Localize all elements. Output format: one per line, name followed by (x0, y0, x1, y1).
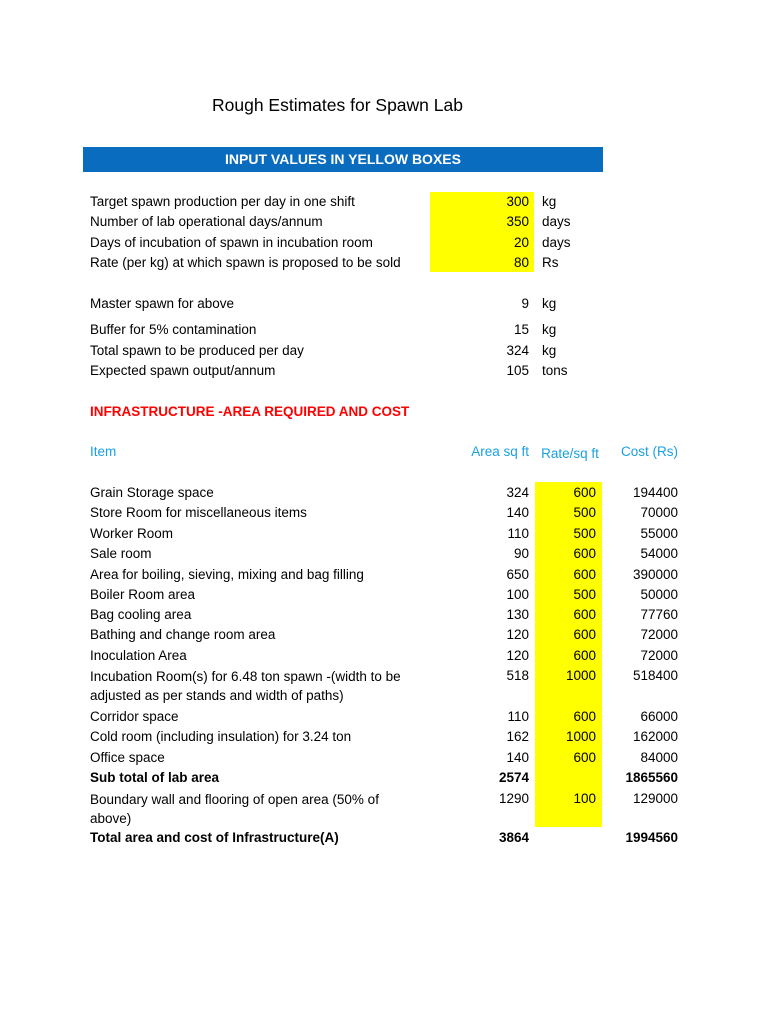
input-unit: kg (542, 194, 557, 209)
table-row-area: 90 (513, 546, 529, 561)
table-row-area: 140 (506, 750, 529, 765)
derived-unit: kg (542, 296, 557, 311)
table-row-cost: 72000 (640, 627, 678, 642)
table-row-rate[interactable]: 600 (573, 607, 596, 622)
table-row-cost: 55000 (640, 526, 678, 541)
total-cost: 1994560 (625, 830, 678, 845)
input-value[interactable]: 20 (513, 235, 529, 250)
table-row-item: Incubation Room(s) for 6.48 ton spawn -(width to be adjusted as per stands and width of paths) (90, 669, 401, 703)
table-row-area: 110 (507, 526, 529, 541)
table-row-area: 100 (506, 587, 529, 602)
derived-unit: kg (542, 343, 557, 358)
input-value[interactable]: 80 (513, 255, 529, 270)
table-row-cost: 72000 (640, 648, 678, 663)
table-row-rate[interactable]: 1000 (565, 729, 596, 744)
input-value[interactable]: 350 (506, 214, 529, 229)
table-row-rate[interactable]: 500 (573, 587, 596, 602)
page-title: Rough Estimates for Spawn Lab (212, 95, 463, 115)
input-unit: Rs (542, 255, 559, 270)
table-row-item: Office space (90, 750, 165, 765)
table-row-item: Cold room (including insulation) for 3.24 ton (90, 729, 352, 744)
table-row-rate[interactable]: 600 (573, 567, 596, 582)
table-row-cost: 84000 (640, 750, 678, 765)
boundary-area: 1290 (498, 791, 529, 806)
total-label: Total area and cost of Infrastructure(A) (90, 830, 339, 845)
table-row-area: 120 (506, 648, 529, 663)
table-row-cost: 390000 (632, 567, 678, 582)
table-row-rate[interactable]: 500 (573, 526, 596, 541)
table-row-item: Boiler Room area (90, 587, 196, 602)
table-row-area: 120 (506, 627, 529, 642)
input-banner: INPUT VALUES IN YELLOW BOXES (83, 147, 603, 172)
input-label: Target spawn production per day in one shift (90, 194, 355, 209)
boundary-cost: 129000 (632, 791, 678, 806)
derived-value: 105 (506, 363, 529, 378)
table-row-cost: 77760 (640, 607, 678, 622)
table-row-cost: 518400 (632, 668, 678, 683)
input-value[interactable]: 300 (506, 194, 529, 209)
boundary-rate[interactable]: 100 (573, 791, 596, 806)
table-row-cost: 54000 (640, 546, 678, 561)
column-header-item: Item (90, 444, 117, 459)
table-row-item: Inoculation Area (90, 648, 187, 663)
derived-value: 324 (506, 343, 529, 358)
table-row-area: 518 (506, 668, 529, 683)
subtotal-label: Sub total of lab area (90, 770, 220, 785)
column-header-rate: Rate/sq ft (541, 446, 599, 461)
table-row-rate[interactable]: 1000 (565, 668, 596, 683)
table-row-cost: 70000 (640, 505, 678, 520)
table-row-item: Grain Storage space (90, 485, 214, 500)
derived-label: Master spawn for above (90, 296, 235, 311)
table-row-item: Area for boiling, sieving, mixing and bag filling (90, 567, 364, 582)
derived-value: 9 (521, 296, 529, 311)
table-row-area: 650 (506, 567, 529, 582)
table-row-rate[interactable]: 600 (573, 627, 596, 642)
derived-label: Buffer for 5% contamination (90, 322, 257, 337)
table-row-cost: 66000 (640, 709, 678, 724)
table-row-rate[interactable]: 600 (573, 485, 596, 500)
table-row-area: 130 (506, 607, 529, 622)
table-row-area: 324 (506, 485, 529, 500)
table-row-item: Sale room (90, 546, 152, 561)
table-row-item: Store Room for miscellaneous items (90, 505, 307, 520)
input-unit: days (542, 235, 571, 250)
table-row-cost: 162000 (632, 729, 678, 744)
table-row-area: 162 (506, 729, 529, 744)
table-row-rate[interactable]: 600 (573, 709, 596, 724)
boundary-label: Boundary wall and flooring of open area (50% of above) (90, 792, 379, 826)
table-row-rate[interactable]: 600 (573, 750, 596, 765)
table-row-rate[interactable]: 600 (573, 648, 596, 663)
table-row-item: Corridor space (90, 709, 179, 724)
input-label: Days of incubation of spawn in incubation room (90, 235, 373, 250)
derived-unit: tons (542, 363, 568, 378)
table-row-cost: 194400 (632, 485, 678, 500)
column-header-cost: Cost (Rs) (621, 444, 678, 459)
column-header-area: Area sq ft (471, 444, 529, 459)
table-row-rate[interactable]: 500 (573, 505, 596, 520)
derived-unit: kg (542, 322, 557, 337)
table-row-area: 110 (507, 709, 529, 724)
table-row-item: Bag cooling area (90, 607, 192, 622)
input-unit: days (542, 214, 571, 229)
table-row-item: Worker Room (90, 526, 174, 541)
section-heading: INFRASTRUCTURE -AREA REQUIRED AND COST (90, 404, 410, 419)
subtotal-area: 2574 (498, 770, 529, 785)
total-area: 3864 (498, 830, 529, 845)
subtotal-cost: 1865560 (625, 770, 678, 785)
derived-value: 15 (513, 322, 529, 337)
input-label: Rate (per kg) at which spawn is proposed to be sold (90, 255, 401, 270)
input-label: Number of lab operational days/annum (90, 214, 323, 229)
table-row-item: Bathing and change room area (90, 627, 276, 642)
table-row-area: 140 (506, 505, 529, 520)
table-row-cost: 50000 (640, 587, 678, 602)
derived-label: Total spawn to be produced per day (90, 343, 304, 358)
derived-label: Expected spawn output/annum (90, 363, 276, 378)
table-row-rate[interactable]: 600 (573, 546, 596, 561)
